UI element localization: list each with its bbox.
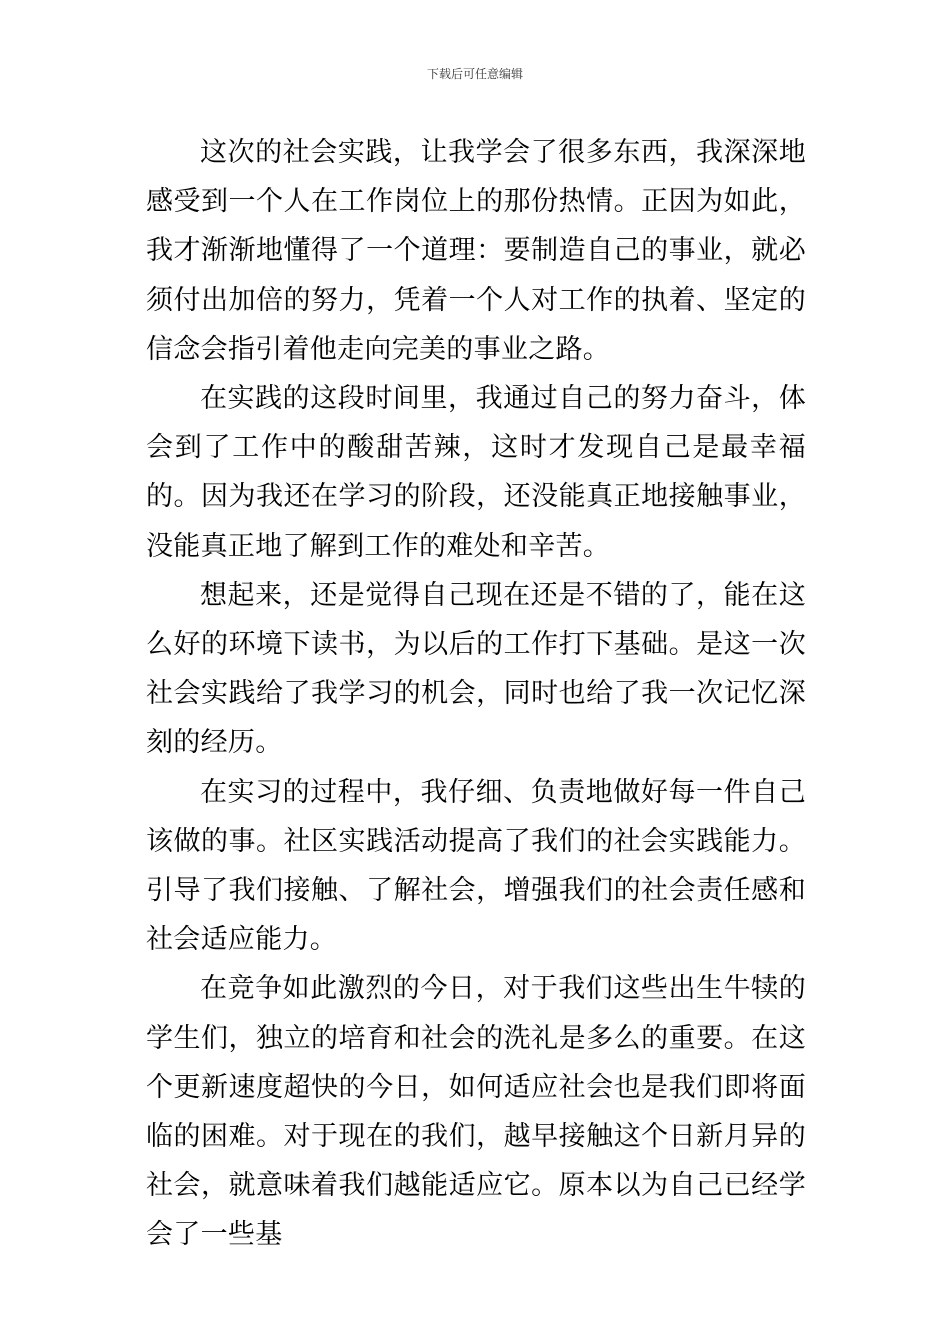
paragraph-1: 这次的社会实践，让我学会了很多东西，我深深地感受到一个人在工作岗位上的那份热情。正因为如此，我才渐渐地懂得了一个道理：要制造自己的事业，就必须付出加倍的努力，凭着一个人对工作的执着、坚定的信念会指引着他走向完美的事业之路。	[146, 137, 806, 365]
paragraph-4: 在实习的过程中，我仔细、负责地做好每一件自己该做的事。社区实践活动提高了我们的社会实践能力。引导了我们接触、了解社会，增强我们的社会责任感和社会适应能力。	[146, 776, 806, 956]
paragraph-3: 想起来，还是觉得自己现在还是不错的了，能在这么好的环境下读书，为以后的工作打下基础。是这一次社会实践给了我学习的机会，同时也给了我一次记忆深刻的经历。	[146, 579, 806, 759]
paragraph-2: 在实践的这段时间里，我通过自己的努力奋斗，体会到了工作中的酸甜苦辣，这时才发现自己是最幸福的。因为我还在学习的阶段，还没能真正地接触事业，没能真正地了解到工作的难处和辛苦。	[146, 383, 806, 562]
paragraph-5: 在竞争如此激烈的今日，对于我们这些出生牛犊的学生们，独立的培育和社会的洗礼是多么的重要。在这个更新速度超快的今日，如何适应社会也是我们即将面临的困难。对于现在的我们，越早接触这个日新月异的社会，就意味着我们越能适应它。原本以为自己已经学会了一些基	[146, 973, 806, 1251]
page-header: 下载后可任意编辑	[426, 67, 523, 81]
document-body	[146, 128, 806, 1260]
